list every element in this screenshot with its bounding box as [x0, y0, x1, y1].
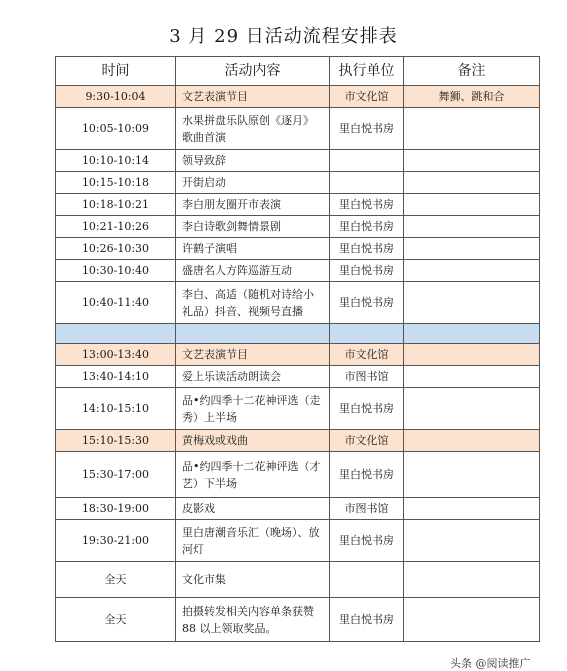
cell-activity: 文化市集 [176, 562, 330, 598]
cell-org: 里白悦书房 [330, 108, 404, 150]
table-row [56, 216, 540, 238]
cell-activity [176, 324, 330, 344]
cell-org: 里白悦书房 [330, 520, 404, 562]
cell-org: 里白悦书房 [330, 238, 404, 260]
cell-note: 舞狮、跳和合 [404, 86, 540, 108]
cell-time: 10:40-11:40 [56, 282, 176, 324]
header-note: 备注 [404, 57, 540, 86]
cell-time: 13:00-13:40 [56, 344, 176, 366]
cell-org: 里白悦书房 [330, 216, 404, 238]
cell-time: 18:30-19:00 [56, 498, 176, 520]
cell-org [330, 562, 404, 598]
table-row [56, 520, 540, 562]
cell-org: 里白悦书房 [330, 260, 404, 282]
cell-note [404, 194, 540, 216]
cell-activity: 许鹤子演唱 [176, 238, 330, 260]
table-row [56, 498, 540, 520]
cell-time: 10:18-10:21 [56, 194, 176, 216]
cell-activity: 领导致辞 [176, 150, 330, 172]
cell-activity: 品•约四季十二花神评选（走秀）上半场 [176, 388, 330, 430]
cell-time [56, 324, 176, 344]
table-row-break [56, 324, 540, 344]
cell-activity: 文艺表演节目 [176, 86, 330, 108]
cell-note [404, 108, 540, 150]
cell-note [404, 150, 540, 172]
cell-activity: 盛唐名人方阵巡游互动 [176, 260, 330, 282]
cell-org [330, 324, 404, 344]
cell-time: 9:30-10:04 [56, 86, 176, 108]
cell-time: 全天 [56, 562, 176, 598]
table-row [56, 598, 540, 642]
header-time: 时间 [56, 57, 176, 86]
table-row [56, 282, 540, 324]
cell-org: 市文化馆 [330, 344, 404, 366]
cell-note [404, 324, 540, 344]
cell-activity: 李白诗歌剑舞情景剧 [176, 216, 330, 238]
cell-activity: 里白唐潮音乐汇（晚场）、放河灯 [176, 520, 330, 562]
table-row [56, 452, 540, 498]
table-row [56, 366, 540, 388]
table-row [56, 86, 540, 108]
cell-org: 里白悦书房 [330, 282, 404, 324]
cell-note [404, 598, 540, 642]
cell-org: 里白悦书房 [330, 388, 404, 430]
cell-time: 19:30-21:00 [56, 520, 176, 562]
cell-org: 里白悦书房 [330, 598, 404, 642]
cell-time: 10:05-10:09 [56, 108, 176, 150]
cell-note [404, 260, 540, 282]
cell-org: 里白悦书房 [330, 194, 404, 216]
cell-note [404, 216, 540, 238]
cell-activity: 文艺表演节目 [176, 344, 330, 366]
table-row [56, 562, 540, 598]
table-row [56, 108, 540, 150]
cell-note [404, 452, 540, 498]
table-row [56, 150, 540, 172]
cell-activity: 水果拼盘乐队原创《逐月》歌曲首演 [176, 108, 330, 150]
table-row [56, 344, 540, 366]
cell-org: 市文化馆 [330, 86, 404, 108]
cell-time: 10:10-10:14 [56, 150, 176, 172]
schedule-table [55, 56, 540, 642]
cell-note [404, 282, 540, 324]
cell-activity: 李白朋友圈开市表演 [176, 194, 330, 216]
cell-activity: 黄梅戏或戏曲 [176, 430, 330, 452]
cell-note [404, 238, 540, 260]
cell-note [404, 366, 540, 388]
table-row [56, 194, 540, 216]
header-org: 执行单位 [330, 57, 404, 86]
cell-activity: 开街启动 [176, 172, 330, 194]
table-row [56, 430, 540, 452]
header-activity: 活动内容 [176, 57, 330, 86]
cell-note [404, 344, 540, 366]
cell-org: 市图书馆 [330, 366, 404, 388]
cell-time: 10:30-10:40 [56, 260, 176, 282]
table-row [56, 388, 540, 430]
cell-org: 里白悦书房 [330, 452, 404, 498]
cell-activity: 皮影戏 [176, 498, 330, 520]
cell-note [404, 520, 540, 562]
cell-note [404, 562, 540, 598]
cell-time: 13:40-14:10 [56, 366, 176, 388]
cell-note [404, 430, 540, 452]
cell-activity: 品•约四季十二花神评选（才艺）下半场 [176, 452, 330, 498]
cell-time: 10:21-10:26 [56, 216, 176, 238]
cell-time: 15:30-17:00 [56, 452, 176, 498]
cell-time: 14:10-15:10 [56, 388, 176, 430]
cell-note [404, 172, 540, 194]
table-row [56, 172, 540, 194]
cell-activity: 爱上乐读活动朗读会 [176, 366, 330, 388]
cell-note [404, 388, 540, 430]
document-title: 3 月 29 日活动流程安排表 [169, 26, 398, 47]
cell-org [330, 150, 404, 172]
cell-activity: 李白、高适（随机对诗给小礼品）抖音、视频号直播 [176, 282, 330, 324]
watermark-text: 头条 @阅读推广 [450, 657, 531, 670]
cell-org [330, 172, 404, 194]
cell-time: 10:26-10:30 [56, 238, 176, 260]
table-header-row [56, 57, 540, 86]
cell-time: 10:15-10:18 [56, 172, 176, 194]
cell-note [404, 498, 540, 520]
cell-org: 市文化馆 [330, 430, 404, 452]
table-row [56, 238, 540, 260]
cell-time: 全天 [56, 598, 176, 642]
cell-activity: 拍摄转发相关内容单条获赞 88 以上领取奖品。 [176, 598, 330, 642]
cell-org: 市图书馆 [330, 498, 404, 520]
cell-time: 15:10-15:30 [56, 430, 176, 452]
table-row [56, 260, 540, 282]
